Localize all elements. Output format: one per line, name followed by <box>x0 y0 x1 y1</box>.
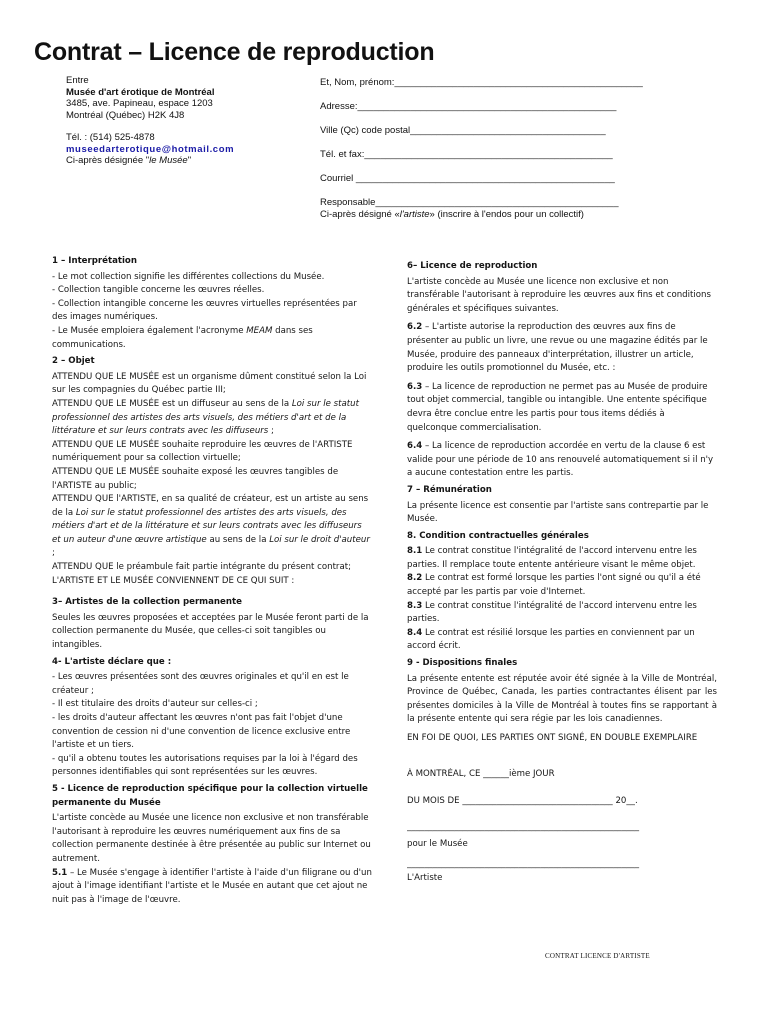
section-6-paragraph: L'artiste concède au Musée une licence non exclusive et non transférable l'autorisant à reproduire les œuvres aux fins et conditions générales et spécifiques suivantes. <box>407 276 711 314</box>
section-2-paragraph: ATTENDU QUE LE MUSÉE souhaite exposé les œuvres tangibles de l'ARTISTE au public; <box>52 466 339 491</box>
section-1-line: - Le mot collection signifie les différentes collections du Musée. <box>52 271 325 282</box>
artist-signature-line[interactable]: ______________________________________________________ <box>407 858 640 869</box>
museum-email-link[interactable]: museedarterotique@hotmail.com <box>66 143 235 155</box>
page-title: Contrat – Licence de reproduction <box>34 38 435 66</box>
artist-signature-label: L'Artiste <box>407 872 443 883</box>
section-2-paragraph: ATTENDU QUE LE MUSÉE est un organisme dûment constitué selon la Loi sur les compagnies du Québec partie III; <box>52 371 367 396</box>
museum-designation: Ci-après désignée "le Musée" <box>66 155 192 166</box>
artist-address-field[interactable]: Adresse:_________________________________________________ <box>320 101 617 112</box>
section-9-paragraph: La présente entente est réputée avoir été signée à la Ville de Montréal, Province de Québec, Canada, les parties contractantes élisent par les présentes domiciles à la Ville de Montréal à toutes fins se rapportant à la présente entente qui sera régie par les lois canadiennes. <box>407 673 717 725</box>
section-1-line: - Collection tangible concerne les œuvres réelles. <box>52 285 265 296</box>
section-7-paragraph: La présente licence est consentie par l'artiste sans contrepartie par le Musée. <box>407 500 709 525</box>
section-6-heading: 6– Licence de reproduction <box>407 261 538 271</box>
section-8-heading: 8. Condition contractuelles générales <box>407 530 589 541</box>
section-1-line: - Collection intangible concerne les œuvres virtuelles représentées par des images numériques. <box>52 298 357 323</box>
section-8-2-paragraph: 8.2 Le contrat est formé lorsque les parties l'ont signé ou qu'il a été accepté par les partis par voie d'Internet. <box>407 573 701 598</box>
museum-address-line1: 3485, ave. Papineau, espace 1203 <box>66 98 213 109</box>
intro-text: Entre <box>66 75 89 86</box>
section-2-paragraph: ATTENDU QUE le préambule fait partie intégrante du présent contrat; <box>52 562 351 573</box>
artist-responsible-field[interactable]: Responsable______________________________________________ <box>320 197 619 208</box>
museum-phone: Tél. : (514) 525-4878 <box>66 132 155 143</box>
left-column <box>52 252 372 907</box>
section-3-paragraph: Seules les œuvres proposées et acceptées par le Musée feront parti de la collection permanente du Musée, que celles-ci soit tangibles ou intangibles. <box>52 612 369 651</box>
section-2-paragraph: ATTENDU QUE LE MUSÉE est un diffuseur au sens de la Loi sur le statut professionnel des artistes des arts visuels, des métiers d'art et de la littérature et sur leurs contrats avec les diffuseurs ; <box>52 398 359 437</box>
section-5-1-paragraph: 5.1 – Le Musée s'engage à identifier l'artiste à l'aide d'un filigrane ou d'un ajout à l'image identifiant l'artiste et le Musée en autant que cet ajout ne nuit pas à l'image de l'œuvre. <box>52 867 372 905</box>
section-5-paragraph: L'artiste concède au Musée une licence non exclusive et non transférable l'autorisant à reproduire les œuvres numériquement aux fins de sa collection permanente destinée à être présentée au public sur Internet ou autrement. <box>52 813 371 864</box>
section-8-4-paragraph: 8.4 Le contrat est résilié lorsque les parties en conviennent par un accord écrit. <box>407 627 695 652</box>
artist-party-block <box>320 77 650 221</box>
right-column <box>407 257 717 885</box>
artist-email-field[interactable]: Courriel _________________________________________________ <box>320 173 615 184</box>
page-footer: CONTRAT LICENCE D'ARTISTE <box>545 952 650 960</box>
section-4-line: - qu'il a obtenu toutes les autorisations requises par la loi à l'égard des personnes identifiables qui sont représentées sur les œuvres. <box>52 753 358 778</box>
witness-clause: EN FOI DE QUOI, LES PARTIES ONT SIGNÉ, EN DOUBLE EXEMPLAIRE <box>407 733 698 743</box>
museum-name: Musée d'art érotique de Montréal <box>66 86 215 98</box>
section-8-3-paragraph: 8.3 Le contrat constitue l'intégralité de l'accord intervenu entre les parties. <box>407 600 697 625</box>
artist-phone-field[interactable]: Tél. et fax:_______________________________________________ <box>320 149 613 160</box>
museum-signature-label: pour le Musée <box>407 839 468 850</box>
artist-designation: Ci-après désigné «l'artiste» (inscrire à l'endos pour un collectif) <box>320 209 584 220</box>
artist-city-field[interactable]: Ville (Qc) code postal_____________________________________ <box>320 125 606 136</box>
section-4-line: - les droits d'auteur affectant les œuvres n'ont pas fait l'objet d'une convention de cession ni d'une convention de licence exclusive entre l'artiste et un tiers. <box>52 713 351 751</box>
section-7-heading: 7 – Rémunération <box>407 484 492 495</box>
section-1-line: - Le Musée emploiera également l'acronyme MEAM dans ses communications. <box>52 325 313 350</box>
section-4-heading: 4- L'artiste déclare que : <box>52 656 172 667</box>
museum-signature-line[interactable]: ______________________________________________________ <box>407 821 640 832</box>
museum-party-block <box>66 75 296 167</box>
section-4-line: - Il est titulaire des droits d'auteur sur celles-ci ; <box>52 699 258 710</box>
section-2-heading: 2 – Objet <box>52 356 95 367</box>
section-4-line: - Les œuvres présentées sont des œuvres originales et qu'il en est le créateur ; <box>52 672 349 696</box>
section-8-1-paragraph: 8.1 Le contrat constitue l'intégralité de l'accord intervenu entre les parties. Il remplace toute entente antérieure visant le même objet. <box>407 546 697 570</box>
section-6-3-paragraph: 6.3 – La licence de reproduction ne permet pas au Musée de produire tout objet commercial, tangible ou intangible. Une entente spécifique devra être conclue entre les partis pour tous items dédiés à quelconque commercialisation. <box>407 381 708 433</box>
section-2-paragraph: L'ARTISTE ET LE MUSÉE CONVIENNENT DE CE QUI SUIT : <box>52 575 295 586</box>
section-2-paragraph: ATTENDU QUE l'ARTISTE, en sa qualité de créateur, est un artiste au sens de la Loi sur le statut professionnel des artistes des arts visuels, des métiers d'art et de la littérature et sur leurs contrats avec les diffuseurs et un auteur d'une œuvre artistique au sens de la Loi sur le droit d'auteur ; <box>52 494 370 559</box>
museum-address-line2: Montréal (Québec) H2K 4J8 <box>66 109 185 121</box>
section-9-heading: 9 - Dispositions finales <box>407 658 518 669</box>
section-1-heading: 1 – Interprétation <box>52 256 137 266</box>
signature-place-date[interactable]: À MONTRÉAL, CE ______ième JOUR <box>407 768 555 779</box>
section-6-2-paragraph: 6.2 – L'artiste autorise la reproduction des œuvres aux fins de présenter au public un livre, une revue ou une magazine édités par le Musée, produire des panneaux d'interprétation, illustrer un article, produire les outils promotionnel du Musée, etc. : <box>407 322 708 374</box>
artist-name-field[interactable]: Et, Nom, prénom:_______________________________________________ <box>320 77 643 88</box>
section-6-4-paragraph: 6.4 – La licence de reproduction accordée en vertu de la clause 6 est valide pour une période de 10 ans renouvelé automatiquement si il n'y a aucune contestation entre les partis. <box>407 441 714 479</box>
section-3-heading: 3– Artistes de la collection permanente <box>52 597 242 608</box>
section-5-heading: 5 - Licence de reproduction spécifique pour la collection virtuelle permanente du Musée <box>52 783 368 808</box>
signature-month-year[interactable]: DU MOIS DE ___________________________________ 20__. <box>407 796 638 807</box>
section-2-paragraph: ATTENDU QUE LE MUSÉE souhaite reproduire les œuvres de l'ARTISTE numériquement pour sa collection virtuelle; <box>52 439 353 464</box>
